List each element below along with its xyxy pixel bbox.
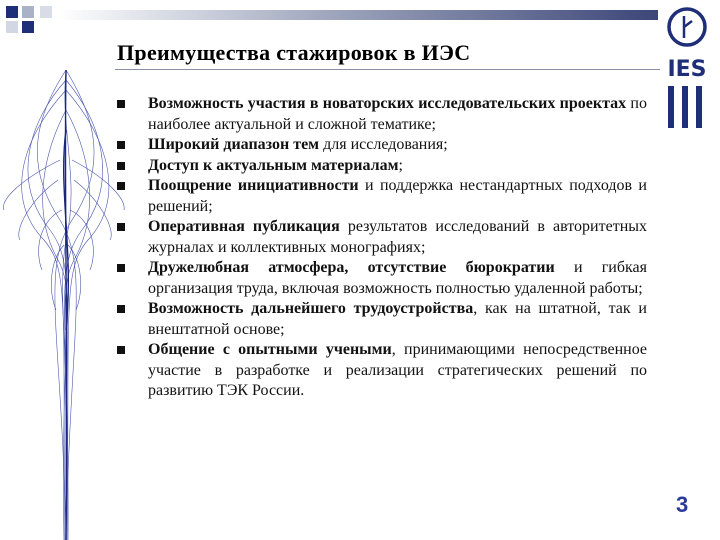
list-item-text: результатов исследований в авторитетных журналах и коллективных монографиях; bbox=[148, 218, 648, 256]
list-item bbox=[117, 94, 647, 135]
bullet-square-icon bbox=[117, 346, 125, 354]
list-item-text: , как на штатной, так и внештатной основе; bbox=[148, 300, 647, 338]
decor-square bbox=[40, 6, 52, 18]
list-item-text: для исследования; bbox=[319, 136, 448, 153]
list-item bbox=[117, 176, 647, 217]
list-item bbox=[117, 340, 647, 402]
list-item-text: по наиболее актуальной и сложной тематике; bbox=[148, 95, 647, 133]
list-item bbox=[117, 299, 647, 340]
list-item-bold-text: Возможность участия в новаторских исследовательских проектах bbox=[148, 95, 627, 112]
list-item bbox=[117, 135, 647, 156]
list-item-bold-text: Поощрение инициативности bbox=[148, 177, 359, 194]
list-item bbox=[117, 258, 647, 299]
slide-title: Преимущества стажировок в ИЭС bbox=[117, 40, 471, 65]
decor-square bbox=[22, 6, 34, 18]
decor-square bbox=[22, 21, 34, 33]
list-item-text: и поддержка нестандартных подходов и решений; bbox=[148, 177, 647, 215]
bullet-square-icon bbox=[117, 305, 125, 313]
bullet-square-icon bbox=[117, 162, 125, 170]
list-item-bold-text: Возможность дальнейшего трудоустройства bbox=[148, 300, 474, 317]
list-item-text: ; bbox=[398, 156, 403, 174]
header-gradient-bar bbox=[58, 10, 658, 20]
list-item-bold-text: Общение с опытными учеными bbox=[148, 341, 392, 358]
title-underline bbox=[115, 69, 660, 70]
bullet-square-icon bbox=[117, 182, 125, 190]
list-item bbox=[117, 156, 647, 177]
bullet-square-icon bbox=[117, 100, 125, 108]
bullet-square-icon bbox=[117, 223, 125, 231]
logo-text: IES bbox=[667, 57, 707, 82]
list-item-text: , принимающими непосредственное участие в разработке и реализации стратегических решений по развитию ТЭК России. bbox=[148, 341, 647, 399]
list-item-bold-text: Оперативная публикация bbox=[148, 218, 340, 235]
list-item bbox=[117, 217, 647, 258]
ies-logo bbox=[660, 4, 714, 130]
list-item-text: и гибкая организация труда, включая возможность полностью удаленной работы; bbox=[148, 259, 647, 297]
bullet-square-icon bbox=[117, 141, 125, 149]
page-number: 3 bbox=[676, 492, 689, 517]
list-item-bold-text: Доступ к актуальным материалам bbox=[148, 156, 399, 174]
decor-square bbox=[6, 6, 18, 18]
benefits-list bbox=[117, 94, 647, 402]
list-item-bold-text: Дружелюбная атмосфера, отсутствие бюрократии bbox=[148, 259, 555, 276]
list-item-bold-text: Широкий диапазон тем bbox=[148, 136, 320, 153]
decorative-wave-art bbox=[0, 70, 128, 540]
bullet-square-icon bbox=[117, 264, 125, 272]
decor-square bbox=[6, 21, 18, 33]
